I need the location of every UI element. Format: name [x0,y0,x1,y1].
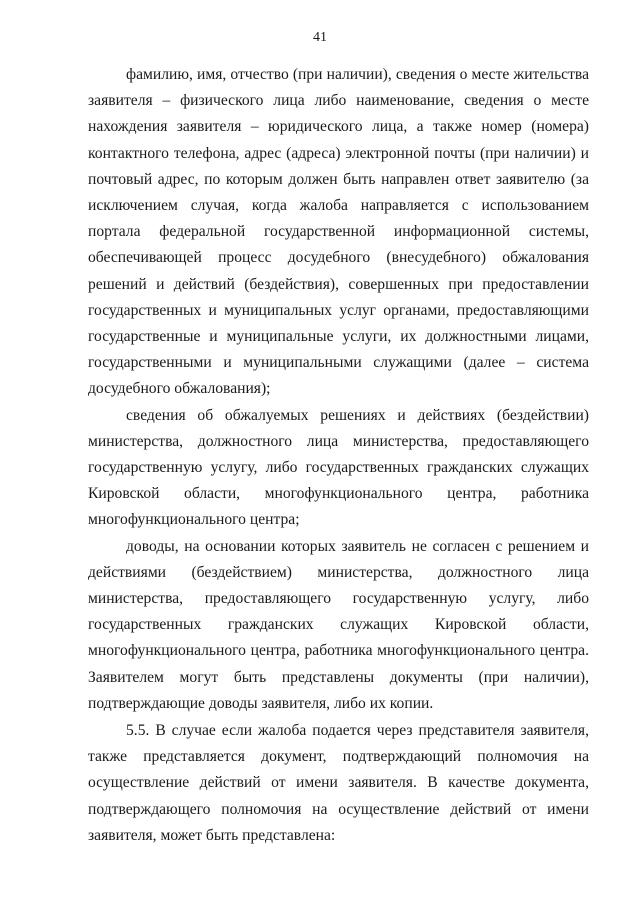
paragraph-arguments: доводы, на основании которых заявитель не согласен с решением и действиями (бездействием) министерства, должностного лица министерства, предоставляющего государственную услугу, либо государственных гражданских служащих Кировской области, многофункционального центра, работника многофункционального центра. Заявителем могут быть представлены документы (при наличии), подтверждающие доводы заявителя, либо их копии. [88,537,589,712]
paragraph-appealed-decisions: сведения об обжалуемых решениях и действиях (бездействии) министерства, должностного лица министерства, предоставляющего государственную услугу, либо государственных гражданских служащих Кировской области, многофункционального центра, работника многофункционального центра; [88,406,589,529]
document-body [88,62,589,849]
page-number: 41 [313,30,327,45]
paragraph-applicant-details: фамилию, имя, отчество (при наличии), сведения о месте жительства заявителя – физического лица либо наименование, сведения о месте нахождения заявителя – юридического лица, а также номер (номера) контактного телефона, адрес (адреса) электронной почты (при наличии) и почтовый адрес, по которым должен быть направлен ответ заявителю (за исключением случая, когда жалоба направляется с использованием портала федеральной государственной информационной системы, обеспечивающей процесс досудебного (внесудебного) обжалования решений и действий (бездействия), совершенных при предоставлении государственных и муниципальных услуг органами, предоставляющими государственные и муниципальные услуги, их должностными лицами, государственными и муниципальными служащими (далее – система досудебного обжалования); [88,66,589,398]
paragraph-section-5-5: 5.5. В случае если жалоба подается через представителя заявителя, также представляется документ, подтверждающий полномочия на осуществление действий от имени заявителя. В качестве документа, подтверждающего полномочия на осуществление действий от имени заявителя, может быть представлена: [88,722,589,844]
